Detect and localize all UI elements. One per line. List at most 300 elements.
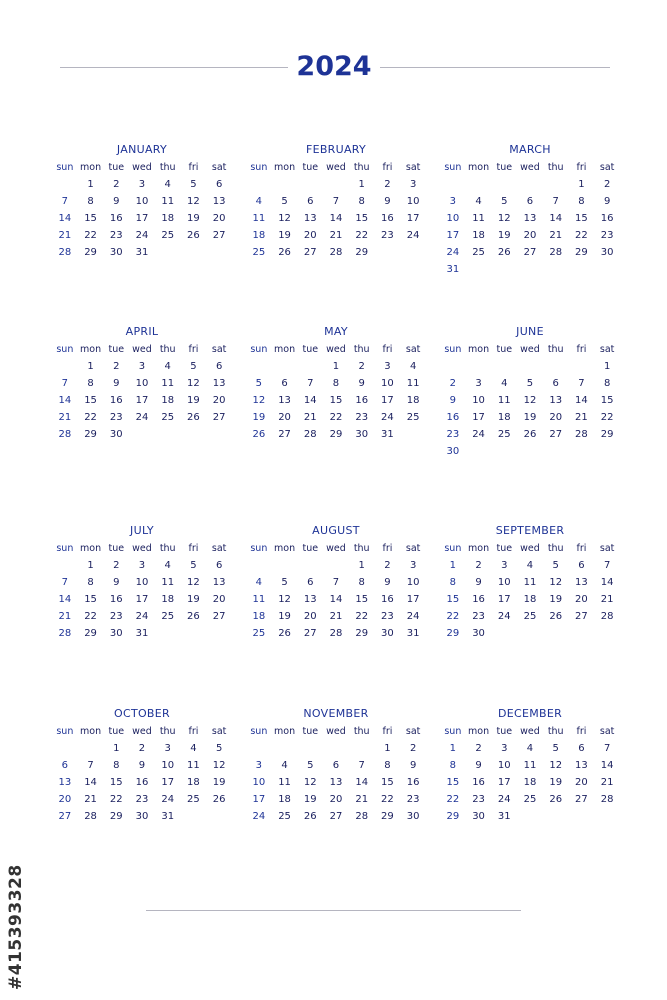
day-cell: 23 (109, 230, 123, 241)
weekday-label: sun (250, 726, 268, 737)
day-cell: 17 (161, 777, 175, 788)
empty-cell (52, 176, 78, 193)
weekday-label: mon (80, 162, 102, 173)
day-cell: 26 (523, 429, 537, 440)
day-cell: 6 (307, 196, 314, 207)
day-cell: 8 (358, 196, 365, 207)
weekday-label: sun (444, 162, 462, 173)
day-cell: 16 (109, 213, 123, 224)
day-cell: 30 (109, 429, 123, 440)
weekday-label: tue (302, 726, 319, 737)
day-cell: 24 (135, 412, 149, 423)
empty-cell (272, 740, 298, 757)
day-cell: 17 (406, 213, 420, 224)
day-cell: 5 (501, 196, 508, 207)
day-cell: 17 (252, 794, 266, 805)
weekday-label: mon (468, 726, 490, 737)
day-cell: 9 (475, 760, 482, 771)
day-cell: 10 (135, 577, 149, 588)
weekday-label: sun (56, 162, 74, 173)
day-cell: 24 (381, 412, 394, 423)
day-cell: 30 (109, 247, 123, 258)
day-cell: 10 (406, 577, 420, 588)
weekday-label: sun (444, 726, 462, 737)
day-cell: 15 (84, 594, 97, 605)
day-cell: 30 (381, 628, 394, 639)
day-cell: 15 (600, 395, 614, 406)
empty-cell (52, 740, 78, 757)
day-cell: 27 (549, 429, 563, 440)
day-cell: 4 (164, 560, 171, 571)
weekday-label: wed (326, 344, 346, 355)
day-cell: 22 (575, 230, 588, 241)
weekday-label: fri (382, 726, 393, 737)
day-cell: 16 (446, 412, 460, 423)
day-cell: 7 (578, 378, 585, 389)
weekday-label: sat (405, 726, 421, 737)
day-cell: 15 (446, 594, 460, 605)
day-cell: 5 (190, 560, 197, 571)
day-cell: 17 (497, 777, 511, 788)
day-cell: 25 (252, 628, 266, 639)
day-cell: 6 (215, 179, 223, 190)
weekday-label: mon (468, 543, 490, 554)
day-cell: 24 (161, 794, 175, 805)
weekday-label: fri (382, 543, 393, 554)
weekday-label: tue (496, 543, 513, 554)
month-grid (52, 540, 232, 642)
day-cell: 6 (578, 743, 585, 754)
day-cell: 23 (472, 794, 485, 805)
day-cell: 3 (138, 560, 146, 571)
day-cell: 26 (497, 247, 511, 258)
day-cell: 24 (497, 794, 511, 805)
month-grid (246, 540, 426, 642)
empty-cell (246, 176, 272, 193)
weekday-label: sat (599, 726, 615, 737)
weekday-label: thu (547, 543, 564, 554)
month-grid (52, 159, 232, 261)
day-cell: 15 (84, 395, 97, 406)
empty-cell (297, 176, 323, 193)
day-cell: 6 (215, 361, 223, 372)
day-cell: 20 (303, 611, 317, 622)
day-cell: 11 (252, 594, 266, 605)
day-cell: 9 (113, 196, 120, 207)
day-cell: 9 (384, 196, 391, 207)
month-name: OCTOBER (114, 707, 170, 720)
day-cell: 29 (355, 247, 369, 258)
day-cell: 5 (215, 743, 223, 754)
day-cell: 15 (84, 213, 97, 224)
day-cell: 27 (575, 611, 588, 622)
weekday-label: fri (188, 344, 199, 355)
day-cell: 31 (497, 811, 511, 822)
empty-cell (491, 176, 517, 193)
weekday-label: sun (444, 344, 462, 355)
day-cell: 14 (58, 213, 72, 224)
day-cell: 11 (523, 760, 537, 771)
day-cell: 18 (523, 777, 537, 788)
day-cell: 4 (409, 361, 417, 372)
month-july (52, 522, 232, 642)
empty-cell (246, 358, 272, 375)
weekday-label: sat (211, 162, 227, 173)
day-cell: 8 (449, 577, 457, 588)
month-september (440, 522, 620, 642)
empty-cell (569, 358, 595, 375)
day-cell: 20 (549, 412, 563, 423)
day-cell: 12 (212, 760, 226, 771)
month-november (246, 705, 426, 825)
day-cell: 19 (303, 794, 317, 805)
weekday-label: sun (250, 543, 268, 554)
day-cell: 9 (113, 577, 120, 588)
empty-cell (440, 176, 466, 193)
day-cell: 1 (449, 560, 457, 571)
weekday-label: fri (576, 162, 587, 173)
day-cell: 29 (381, 811, 394, 822)
day-cell: 28 (58, 628, 72, 639)
day-cell: 6 (307, 577, 314, 588)
day-cell: 22 (109, 794, 123, 805)
day-cell: 15 (329, 395, 343, 406)
day-cell: 13 (212, 196, 226, 207)
day-cell: 27 (575, 794, 588, 805)
day-cell: 3 (449, 196, 457, 207)
day-cell: 9 (603, 196, 611, 207)
weekday-label: mon (274, 726, 296, 737)
day-cell: 27 (212, 611, 226, 622)
day-cell: 1 (332, 361, 340, 372)
day-cell: 21 (549, 230, 563, 241)
day-cell: 28 (58, 247, 72, 258)
weekday-label: tue (496, 726, 513, 737)
weekday-label: tue (496, 344, 513, 355)
day-cell: 15 (355, 594, 369, 605)
day-cell: 8 (87, 196, 94, 207)
day-cell: 4 (281, 760, 288, 771)
day-cell: 4 (526, 743, 534, 754)
empty-cell (543, 176, 569, 193)
weekday-label: sun (250, 344, 268, 355)
day-cell: 15 (575, 213, 588, 224)
day-cell: 30 (109, 628, 123, 639)
day-cell: 13 (278, 395, 291, 406)
month-name: MARCH (509, 143, 551, 156)
empty-cell (272, 176, 298, 193)
day-cell: 20 (523, 230, 537, 241)
day-cell: 1 (87, 560, 94, 571)
day-cell: 3 (409, 179, 417, 190)
day-cell: 18 (523, 594, 537, 605)
month-grid (440, 723, 620, 825)
day-cell: 20 (329, 794, 343, 805)
weekday-label: sat (211, 344, 227, 355)
day-cell: 19 (549, 594, 563, 605)
day-cell: 11 (161, 378, 175, 389)
day-cell: 14 (600, 760, 614, 771)
day-cell: 6 (578, 560, 585, 571)
weekday-label: wed (520, 543, 540, 554)
month-grid (52, 723, 232, 825)
day-cell: 18 (472, 230, 485, 241)
day-cell: 14 (600, 577, 614, 588)
day-cell: 4 (526, 560, 534, 571)
day-cell: 12 (278, 594, 291, 605)
day-cell: 16 (381, 213, 394, 224)
empty-cell (272, 557, 298, 574)
weekday-label: sat (405, 162, 421, 173)
day-cell: 22 (84, 412, 97, 423)
day-cell: 30 (472, 628, 485, 639)
weekday-label: thu (547, 726, 564, 737)
day-cell: 16 (472, 594, 485, 605)
day-cell: 25 (187, 794, 200, 805)
day-cell: 2 (113, 179, 120, 190)
weekday-label: sat (599, 162, 615, 173)
day-cell: 13 (212, 378, 226, 389)
day-cell: 21 (58, 412, 72, 423)
day-cell: 24 (446, 247, 460, 258)
weekday-label: fri (382, 344, 393, 355)
day-cell: 5 (526, 378, 534, 389)
month-name: JULY (130, 524, 154, 537)
day-cell: 21 (84, 794, 97, 805)
empty-cell (52, 557, 78, 574)
month-name: NOVEMBER (303, 707, 369, 720)
day-cell: 19 (187, 594, 200, 605)
day-cell: 11 (252, 213, 266, 224)
day-cell: 30 (355, 429, 369, 440)
day-cell: 2 (475, 743, 482, 754)
weekday-label: wed (326, 162, 346, 173)
month-grid (440, 540, 620, 642)
day-cell: 23 (109, 611, 123, 622)
weekday-label: fri (188, 162, 199, 173)
day-cell: 23 (355, 412, 369, 423)
day-cell: 19 (523, 412, 537, 423)
day-cell: 10 (497, 760, 511, 771)
day-cell: 15 (446, 777, 460, 788)
day-cell: 3 (501, 560, 508, 571)
day-cell: 30 (406, 811, 420, 822)
day-cell: 22 (381, 794, 394, 805)
weekday-label: wed (132, 543, 152, 554)
day-cell: 7 (61, 577, 69, 588)
month-grid (246, 341, 426, 443)
day-cell: 4 (190, 743, 197, 754)
day-cell: 6 (526, 196, 534, 207)
day-cell: 7 (307, 378, 314, 389)
empty-cell (323, 740, 349, 757)
day-cell: 1 (384, 743, 391, 754)
day-cell: 14 (58, 594, 72, 605)
weekday-label: sun (56, 543, 74, 554)
day-cell: 8 (87, 378, 94, 389)
day-cell: 17 (135, 395, 149, 406)
day-cell: 13 (212, 577, 226, 588)
weekday-label: tue (108, 726, 125, 737)
empty-cell (297, 358, 323, 375)
day-cell: 12 (252, 395, 266, 406)
day-cell: 17 (381, 395, 394, 406)
day-cell: 15 (381, 777, 394, 788)
day-cell: 8 (384, 760, 391, 771)
day-cell: 9 (449, 395, 457, 406)
day-cell: 1 (87, 179, 94, 190)
day-cell: 13 (575, 577, 588, 588)
day-cell: 18 (252, 230, 266, 241)
day-cell: 8 (113, 760, 120, 771)
day-cell: 10 (497, 577, 511, 588)
day-cell: 20 (575, 594, 588, 605)
day-cell: 10 (446, 213, 460, 224)
weekday-label: sun (56, 344, 74, 355)
day-cell: 3 (501, 743, 508, 754)
day-cell: 9 (475, 577, 482, 588)
weekday-label: thu (159, 726, 176, 737)
day-cell: 29 (84, 628, 97, 639)
day-cell: 10 (252, 777, 266, 788)
day-cell: 16 (109, 395, 123, 406)
day-cell: 6 (61, 760, 69, 771)
weekday-label: tue (302, 344, 319, 355)
day-cell: 21 (329, 230, 343, 241)
weekday-label: thu (159, 543, 176, 554)
day-cell: 2 (138, 743, 146, 754)
day-cell: 5 (552, 560, 559, 571)
day-cell: 18 (161, 213, 175, 224)
day-cell: 29 (109, 811, 123, 822)
weekday-label: sat (599, 344, 615, 355)
day-cell: 14 (549, 213, 563, 224)
day-cell: 12 (549, 760, 563, 771)
day-cell: 22 (446, 794, 460, 805)
day-cell: 7 (358, 760, 365, 771)
day-cell: 21 (355, 794, 369, 805)
weekday-label: sat (405, 543, 421, 554)
day-cell: 11 (161, 577, 175, 588)
weekday-label: sun (444, 543, 462, 554)
day-cell: 11 (187, 760, 200, 771)
day-cell: 1 (358, 179, 365, 190)
day-cell: 11 (278, 777, 291, 788)
day-cell: 23 (109, 412, 123, 423)
day-cell: 24 (406, 230, 420, 241)
day-cell: 29 (84, 247, 97, 258)
day-cell: 23 (600, 230, 614, 241)
day-cell: 25 (523, 794, 537, 805)
day-cell: 11 (523, 577, 537, 588)
month-name: SEPTEMBER (495, 524, 565, 537)
day-cell: 22 (84, 230, 97, 241)
day-cell: 23 (446, 429, 460, 440)
day-cell: 8 (332, 378, 340, 389)
day-cell: 20 (212, 395, 226, 406)
day-cell: 7 (61, 196, 69, 207)
weekday-label: tue (302, 162, 319, 173)
weekday-label: wed (132, 344, 152, 355)
day-cell: 31 (406, 628, 420, 639)
day-cell: 27 (278, 429, 291, 440)
empty-cell (323, 176, 349, 193)
day-cell: 5 (190, 179, 197, 190)
weekday-label: wed (132, 162, 152, 173)
day-cell: 21 (600, 594, 614, 605)
day-cell: 17 (135, 594, 149, 605)
day-cell: 24 (252, 811, 266, 822)
year-rule-right (380, 67, 610, 68)
day-cell: 14 (58, 395, 72, 406)
day-cell: 2 (113, 560, 120, 571)
day-cell: 23 (406, 794, 420, 805)
day-cell: 2 (449, 378, 457, 389)
empty-cell (491, 358, 517, 375)
day-cell: 28 (600, 611, 614, 622)
day-cell: 25 (278, 811, 291, 822)
day-cell: 7 (332, 196, 340, 207)
day-cell: 16 (472, 777, 485, 788)
day-cell: 23 (381, 611, 394, 622)
weekday-label: tue (302, 543, 319, 554)
day-cell: 29 (84, 429, 97, 440)
year-rule-left (60, 67, 288, 68)
day-cell: 15 (109, 777, 123, 788)
day-cell: 18 (497, 412, 511, 423)
day-cell: 12 (187, 196, 200, 207)
day-cell: 31 (135, 628, 149, 639)
month-grid (246, 723, 426, 825)
day-cell: 26 (549, 611, 563, 622)
day-cell: 22 (355, 611, 369, 622)
day-cell: 20 (575, 777, 588, 788)
day-cell: 5 (255, 378, 263, 389)
day-cell: 25 (161, 230, 175, 241)
day-cell: 18 (252, 611, 266, 622)
day-cell: 17 (406, 594, 420, 605)
weekday-label: fri (576, 543, 587, 554)
weekday-label: sat (599, 543, 615, 554)
day-cell: 30 (135, 811, 149, 822)
month-grid (246, 159, 426, 261)
day-cell: 4 (501, 378, 508, 389)
weekday-label: mon (80, 726, 102, 737)
day-cell: 14 (355, 777, 369, 788)
day-cell: 2 (409, 743, 417, 754)
year-header (0, 50, 667, 86)
day-cell: 1 (113, 743, 120, 754)
day-cell: 23 (135, 794, 149, 805)
weekday-label: fri (576, 726, 587, 737)
weekday-label: thu (353, 162, 370, 173)
day-cell: 27 (303, 247, 317, 258)
day-cell: 12 (497, 213, 511, 224)
day-cell: 21 (303, 412, 317, 423)
day-cell: 1 (578, 179, 585, 190)
day-cell: 16 (355, 395, 369, 406)
day-cell: 28 (303, 429, 317, 440)
day-cell: 10 (161, 760, 175, 771)
day-cell: 26 (187, 611, 200, 622)
day-cell: 5 (307, 760, 314, 771)
day-cell: 2 (475, 560, 482, 571)
weekday-label: thu (353, 726, 370, 737)
weekday-label: sat (211, 543, 227, 554)
weekday-label: sun (56, 726, 74, 737)
day-cell: 27 (212, 230, 226, 241)
day-cell: 25 (161, 412, 175, 423)
